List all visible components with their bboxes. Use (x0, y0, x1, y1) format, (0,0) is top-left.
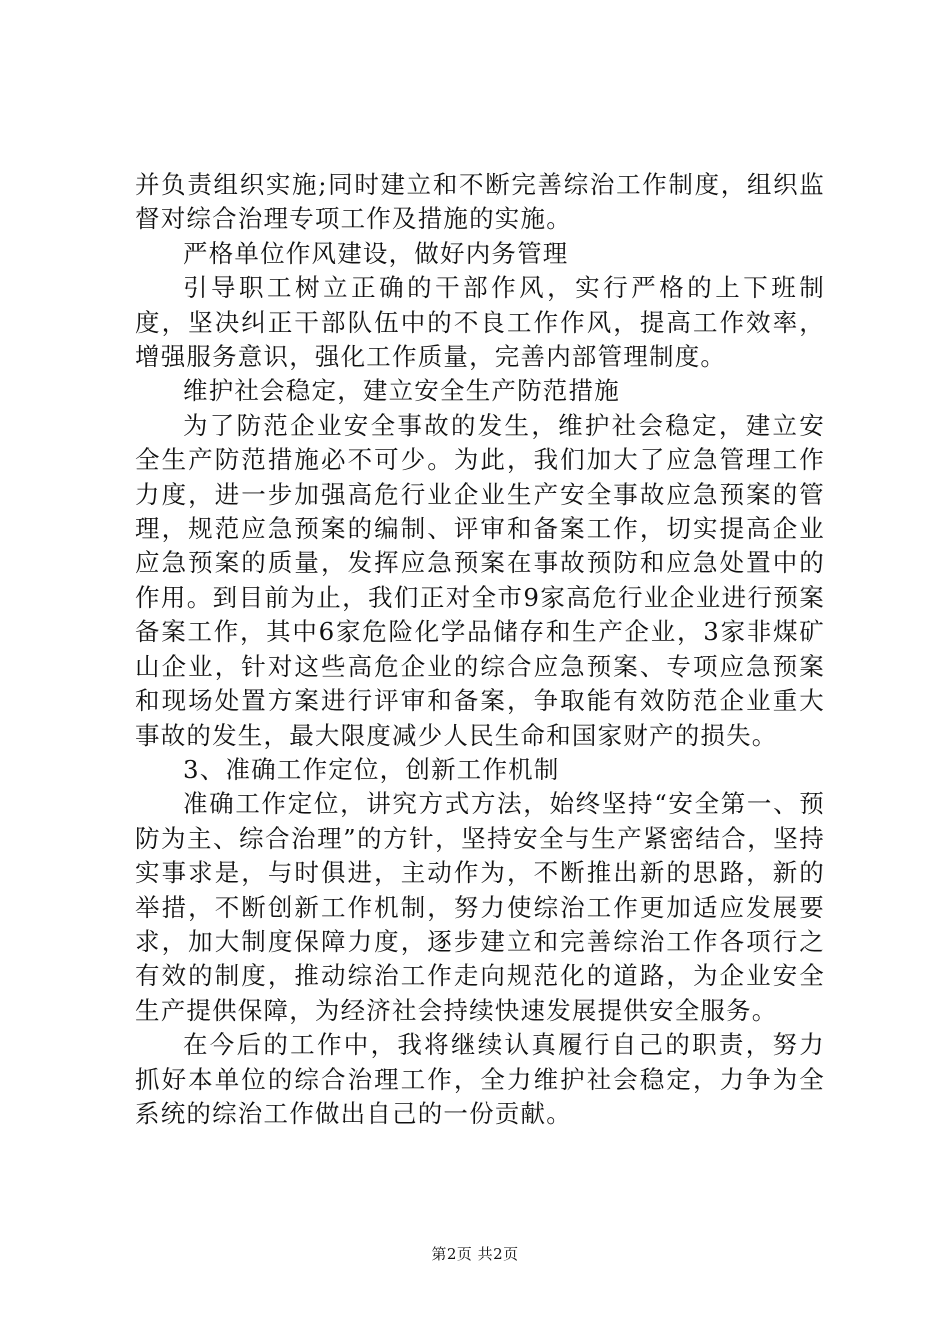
paragraph-continuation: 并负责组织实施;同时建立和不断完善综治工作制度，组织监督对综合治理专项工作及措施的实施。 (135, 170, 825, 234)
document-body (135, 168, 825, 1131)
section-heading-social-stability: 维护社会稳定，建立安全生产防范措施 (183, 376, 620, 406)
paragraph-work-style: 引导职工树立正确的干部作风，实行严格的上下班制度，坚决纠正干部队伍中的不良工作作风，提高工作效率，增强服务意识，强化工作质量，完善内部管理制度。 (135, 273, 825, 372)
paragraph-safety-measures: 为了防范企业安全事故的发生，维护社会稳定，建立安全生产防范措施必不可少。为此，我们加大了应急管理工作力度，进一步加强高危行业企业生产安全事故应急预案的管理，规范应急预案的编制、评审和备案工作，切实提高企业应急预案的质量，发挥应急预案在事故预防和应急处置中的作用。到目前为止，我们正对全市9家高危行业企业进行预案备案工作，其中6家危险化学品储存和生产企业，3家非煤矿山企业，针对这些高危企业的综合应急预案、专项应急预案和现场处置方案进行评审和备案，争取能有效防范企业重大事故的发生，最大限度减少人民生命和国家财产的损失。 (135, 410, 825, 750)
page-number-footer: 第2页 共2页 (431, 1245, 519, 1263)
section-heading-work-positioning: 3、准确工作定位，创新工作机制 (183, 754, 560, 784)
paragraph-conclusion: 在今后的工作中，我将继续认真履行自己的职责，努力抓好本单位的综合治理工作，全力维护社会稳定，力争为全系统的综治工作做出自己的一份贡献。 (135, 1030, 825, 1128)
paragraph-work-mechanism: 准确工作定位，讲究方式方法，始终坚持“安全第一、预防为主、综合治理”的方针，坚持安全与生产紧密结合，坚持实事求是，与时俱进，主动作为，不断推出新的思路，新的举措，不断创新工作机制，努力使综治工作更加适应发展要求，加大制度保障力度，逐步建立和完善综治工作各项行之有效的制度，推动综治工作走向规范化的道路，为企业安全生产提供保障，为经济社会持续快速发展提供安全服务。 (135, 789, 825, 1025)
section-heading-work-style: 严格单位作风建设，做好内务管理 (183, 238, 569, 268)
